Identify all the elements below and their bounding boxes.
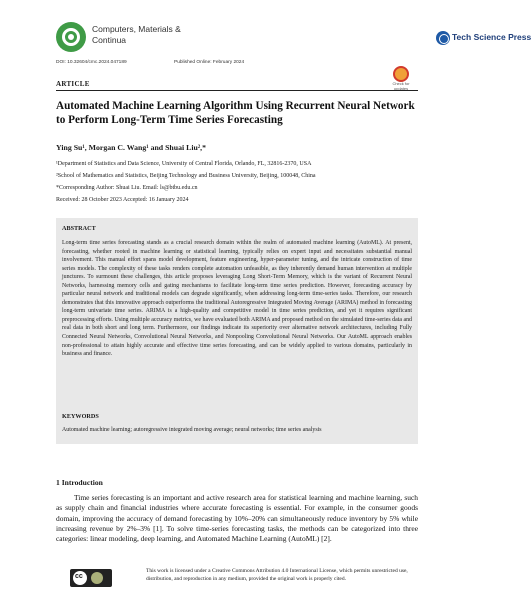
abstract-text: Long-term time series forecasting stands as a crucial research domain within the realm of automated machine learning (AutoML). At present, forecasting, whether rooted in machine learning or statistical learning, typically relies on expert input and necessitates substantial manual involvement. This manual effort spans model development, feature engineering, hyper-parameter tuning, and the intricate construction of time series models. The complexity of these tasks renders complete automation unfeasible, as they inherently demand human intervention at multiple junctures. To surmount these challenges, this article proposes leveraging Long Short-Term Memory, which is the variant of Recurrent Neural Networks, harnessing memory cells and gating mechanisms to facilitate long-term time series prediction. However, forecasting accuracy by particular neural network and traditional models can degrade significantly, when addressing long-term time-series tasks. Therefore, our research demonstrates that this innovative approach outperforms the traditional Autoregressive Integrated Moving Average (ARIMA) method in forecasting long-term univariate time series. ARIMA is a high-quality and competitive model in time series prediction, and yet it requires significant preprocessing efforts. Using multiple accuracy metrics, we have evaluated both ARIMA and proposed method on the simulated time-series data and real data in both short and long term. Furthermore, our findings indicate its superiority over alternative network architectures, including Fully Connected Neural Networks, Convolutional Neural Networks, and Nonpooling Convolutional Neural Networks. Our AutoML approach enables non-professional to attain highly accurate and effective time series forecasting, and can be widely applied to various domains, particularly in business and finance. [62, 240, 412, 358]
license-text: This work is licensed under a Creative Commons Attribution 4.0 International License, which permits unrestricted use, distribution, and reproduction in any medium, provided the original work is properly cited. [146, 568, 408, 582]
badge-line2: updates [393, 85, 409, 91]
license-footer [56, 567, 418, 597]
received-accepted-dates: Received: 28 October 2023 Accepted: 16 January 2024 [56, 197, 189, 203]
corresponding-author: *Corresponding Author: Shuai Liu. Email: ls@btbu.edu.cn [56, 185, 198, 191]
keywords-heading: KEYWORDS [62, 413, 99, 420]
article-type-label: ARTICLE [56, 80, 90, 88]
badge-line1: Check for [392, 81, 410, 86]
publisher-name: Tech Science Press [452, 32, 531, 42]
doi[interactable]: DOI: 10.32604/cmc.2024.047189 [56, 60, 127, 65]
paper-title: Automated Machine Learning Algorithm Using Recurrent Neural Network to Perform Long-Term Time Series Forecasting [56, 100, 415, 126]
published-online: Published Online: February 2024 [174, 60, 245, 65]
cc-icon [73, 571, 87, 585]
abstract-heading: ABSTRACT [62, 225, 96, 232]
abstract-box [56, 218, 418, 444]
globe-icon [436, 31, 450, 45]
author-list: Ying Su¹, Morgan C. Wang¹ and Shuai Liu²,* [56, 143, 207, 152]
affiliation-1: ¹Department of Statistics and Data Science, University of Central Florida, Orlando, FL, 32816-2370, USA [56, 161, 312, 167]
journal-name [92, 24, 181, 46]
introduction-paragraph: Time series forecasting is an important and active research area for statistical learning and machine learning, such as supply chain and financial industries where accurate forecasting is essential. For example, in the consumer goods domain, improving the accuracy of demand forecasting by 10%–20% can simultaneously reduce inventory by 5% while increasing revenue by 2%–3% [1]. To solve time-series forecasting tasks, the methods can be categorized into three categories: linear modeling, deep learning, and Automated Machine Learning (AutoML) [2]. [56, 493, 418, 544]
journal-header [56, 22, 531, 58]
cc-label: cc [75, 573, 83, 580]
cc-by-license-icon[interactable] [70, 569, 112, 587]
journal-name-line1: Computers, Materials & [92, 24, 181, 34]
check-for-updates-badge[interactable] [390, 66, 412, 92]
keywords-text: Automated machine learning; autoregressive integrated moving average; neural networks; time series analysis [62, 427, 322, 433]
affiliation-2: ²School of Mathematics and Statistics, Beijing Technology and Business University, Beijing, 100048, China [56, 173, 316, 179]
divider [56, 90, 418, 91]
by-person-icon [91, 572, 103, 584]
journal-name-line2: Continua [92, 35, 127, 45]
section-heading-introduction: 1 Introduction [56, 478, 103, 487]
journal-logo-icon [56, 22, 86, 52]
check-updates-icon [393, 66, 409, 82]
